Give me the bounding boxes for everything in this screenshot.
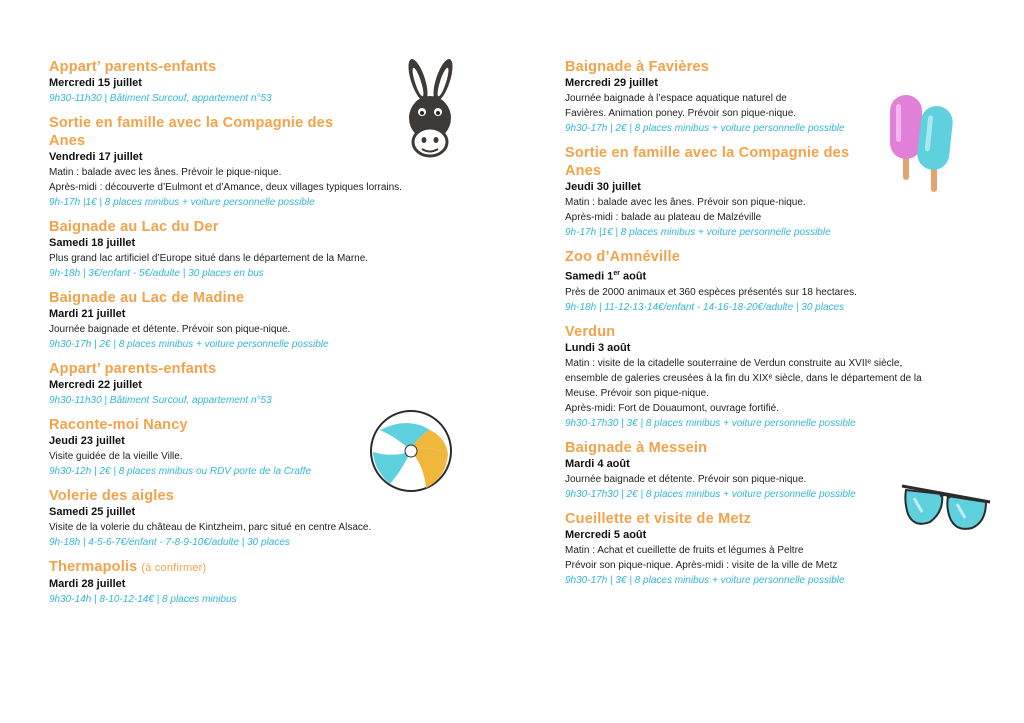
- event-date: Mercredi 29 juillet: [565, 77, 658, 89]
- event-date: Jeudi 30 juillet: [565, 181, 641, 193]
- event-date: Mardi 28 juillet: [49, 578, 126, 590]
- event-title-text: Thermapolis: [49, 559, 138, 575]
- event-date: Mardi 4 août: [565, 457, 630, 470]
- event-title: Zoo d’Amnéville: [565, 249, 680, 265]
- event-title: Appart’ parents-enfants: [49, 59, 217, 75]
- event-title: Cueillette et visite de Metz: [565, 510, 752, 527]
- event-date: Samedi 25 juillet: [49, 506, 136, 518]
- event-item: [49, 558, 449, 607]
- event-title: Verdun: [565, 323, 616, 340]
- event-description: Après-midi : balade au plateau de Malzéville: [565, 212, 762, 223]
- event-title: Volerie des aigles: [49, 488, 175, 504]
- event-item: [565, 323, 985, 431]
- sunglasses-icon: [900, 482, 992, 532]
- event-description: Visite de la volerie du château de Kintzheim, parc situé en centre Alsace.: [49, 522, 372, 533]
- event-date-tail: août: [619, 270, 647, 283]
- event-date-text: Samedi 1: [565, 270, 614, 283]
- event-date: Mardi 21 juillet: [49, 308, 126, 320]
- event-item: [49, 218, 449, 281]
- event-info: 9h30-17h | 2€ | 8 places minibus + voiture personnelle possible: [565, 123, 845, 134]
- event-description: Journée baignade et détente. Prévoir son pique-nique.: [565, 473, 807, 485]
- event-info: 9h30-14h | 8-10-12-14€ | 8 places minibus: [49, 594, 237, 605]
- event-item: [49, 114, 449, 210]
- event-date: Mercredi 22 juillet: [49, 379, 142, 391]
- event-info: 9h30-17h | 2€ | 8 places minibus + voiture personnelle possible: [49, 339, 329, 350]
- event-title: Baignade à Messein: [565, 439, 708, 456]
- event-date: Mercredi 5 août: [565, 528, 647, 541]
- event-description: Matin : balade avec les ânes. Prévoir le pique-nique.: [49, 167, 282, 178]
- event-info: 9h-17h |1€ | 8 places minibus + voiture personnelle possible: [565, 227, 831, 238]
- event-title: Sortie en famille avec la Compagnie des Anes: [565, 145, 850, 179]
- event-description: Plus grand lac artificiel d’Europe situé dans le département de la Marne.: [49, 253, 369, 264]
- event-date: Jeudi 23 juillet: [49, 435, 125, 447]
- event-date: Samedi 18 juillet: [49, 237, 136, 249]
- event-info: 9h30-17h30 | 3€ | 8 places minibus + voiture personnelle possible: [565, 417, 856, 429]
- event-description: Après-midi: Fort de Douaumont, ouvrage fortifié.: [565, 402, 779, 414]
- event-description: Matin : Achat et cueillette de fruits et légumes à Peltre: [565, 544, 804, 556]
- event-description: Meuse. Prévoir son pique-nique.: [565, 387, 709, 399]
- donkey-icon: [395, 56, 465, 162]
- event-item: [49, 360, 449, 408]
- event-description: Prévoir son pique-nique. Après-midi : visite de la ville de Metz: [565, 559, 838, 571]
- event-date: Mercredi 15 juillet: [49, 77, 142, 89]
- beach-ball-icon: [368, 408, 454, 494]
- ice-cream-icon: [885, 92, 970, 196]
- event-description: Matin : visite de la citadelle souterraine de Verdun construite au XVIIᵉ siècle,: [565, 357, 903, 369]
- event-description: Journée baignade à l’espace aquatique naturel de: [565, 93, 787, 104]
- event-title: Baignade à Favières: [565, 59, 710, 75]
- event-date: Vendredi 17 juillet: [49, 151, 143, 163]
- event-info: 9h-18h | 3€/enfant - 5€/adulte | 30 places en bus: [49, 268, 264, 279]
- event-date: Lundi 3 août: [565, 341, 631, 354]
- event-info: 9h30-17h30 | 2€ | 8 places minibus + voiture personnelle possible: [565, 488, 856, 500]
- left-column: [49, 58, 449, 615]
- event-item: [49, 289, 449, 352]
- event-info: 9h30-11h30 | Bâtiment Surcouf, appartement n°53: [49, 93, 272, 104]
- event-date-suffix: er: [613, 270, 620, 277]
- event-info: 9h30-12h | 2€ | 8 places minibus ou RDV porte de la Craffe: [49, 466, 312, 477]
- event-info: 9h30-11h30 | Bâtiment Surcouf, appartement n°53: [49, 395, 272, 406]
- event-info: 9h30-17h | 3€ | 8 places minibus + voiture personnelle possible: [565, 574, 845, 586]
- event-title: Baignade au Lac du Der: [49, 219, 219, 235]
- event-item: [565, 248, 985, 315]
- event-description: Après-midi : découverte d’Eulmont et d’Amance, deux villages typiques lorrains.: [49, 182, 402, 193]
- event-title: Appart’ parents-enfants: [49, 361, 217, 377]
- event-title: [49, 558, 449, 577]
- event-info: 9h-18h | 11-12-13-14€/enfant - 14-16-18-20€/adulte | 30 places: [565, 301, 845, 313]
- event-info: 9h-17h |1€ | 8 places minibus + voiture personnelle possible: [49, 197, 315, 208]
- event-date: [565, 266, 985, 285]
- event-description: Journée baignade et détente. Prévoir son pique-nique.: [49, 324, 291, 335]
- event-description: Favières. Animation poney. Prévoir son pique-nique.: [565, 108, 797, 119]
- event-description: Matin : balade avec les ânes. Prévoir son pique-nique.: [565, 197, 806, 208]
- event-title-note: (à confirmer): [141, 562, 207, 574]
- event-description: ensemble de galeries creusées à la fin du XIXᵉ siècle, dans le département de la: [565, 372, 922, 384]
- event-title: Baignade au Lac de Madine: [49, 290, 245, 306]
- event-description: Près de 2000 animaux et 360 espèces présentés sur 18 hectares.: [565, 286, 857, 298]
- event-item: [49, 487, 449, 550]
- event-info: 9h-18h | 4-5-6-7€/enfant - 7-8-9-10€/adulte | 30 places: [49, 537, 290, 548]
- event-description: Visite guidée de la vieille Ville.: [49, 451, 183, 462]
- event-item: [49, 58, 449, 106]
- event-title: Sortie en famille avec la Compagnie des Anes: [49, 115, 334, 149]
- event-title: Raconte-moi Nancy: [49, 417, 188, 433]
